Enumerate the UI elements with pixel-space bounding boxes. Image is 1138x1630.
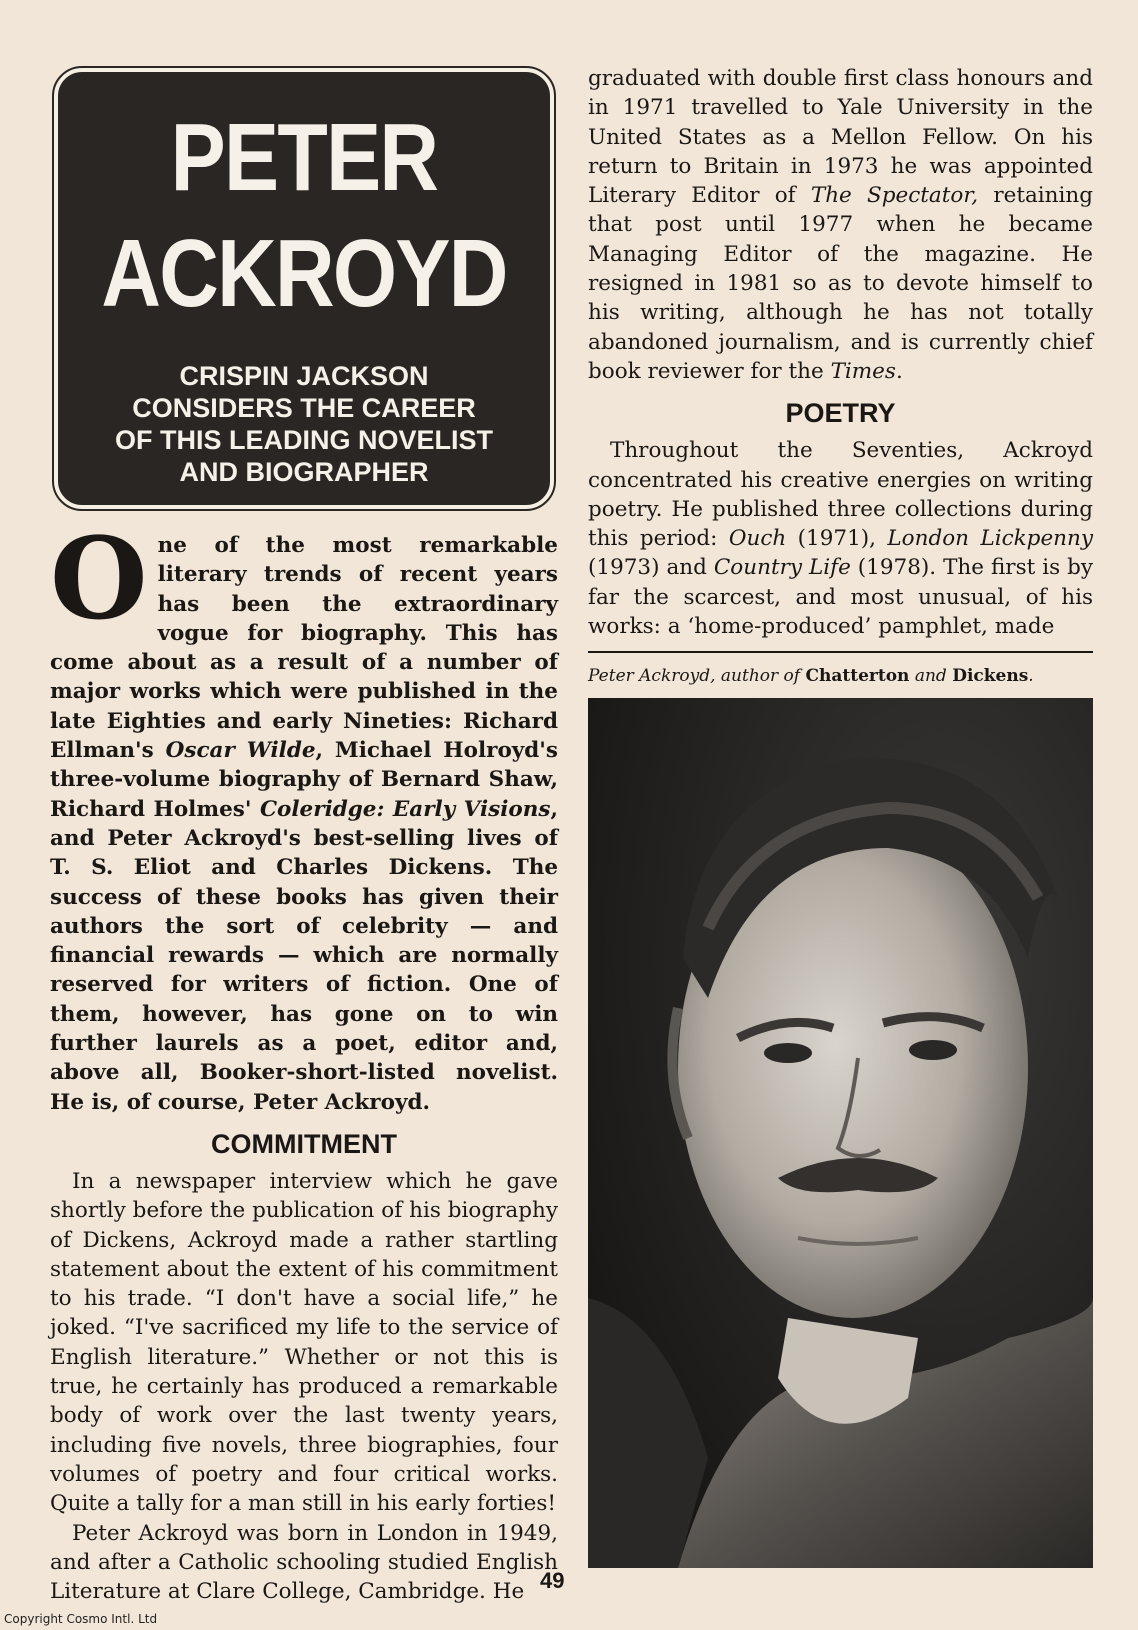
newspaper-title: Times: [830, 358, 896, 384]
caption-part: and: [909, 666, 953, 687]
right-column: [588, 64, 1093, 1568]
left-column: [50, 68, 558, 1606]
commitment-paragraph: In a newspaper interview which he gave shortly before the publication of his biography of Dickens, Ackroyd made a rather startling statement about the extent of his commitment to his trade. “I don't have a social life,” he joked. “I've sacrificed my life to the service of English literature.” Whether or not this is true, he certainly has produced a remarkable body of work over the last twenty years, including five novels, three biographies, four volumes of poetry and four critical works. Quite a tally for a man still in his early forties!: [50, 1168, 558, 1517]
text-part: graduated with double first class honours and in 1971 travelled to Yale University in the United States as a Mellon Fellow. On his return to Britain in 1973 he was appointed Literary Editor of: [588, 66, 1093, 209]
text-part: .: [895, 358, 903, 384]
magazine-title: The Spectator,: [810, 183, 979, 209]
subtitle-line: CONSIDERS THE CAREER: [132, 393, 476, 423]
text-part: (1971),: [786, 526, 888, 552]
caption-rule: [588, 651, 1093, 653]
career-paragraph: [588, 64, 1093, 386]
article-subtitle: [58, 360, 550, 488]
book-title: Ouch: [728, 526, 787, 552]
text-part: retaining that post until 1977 when he became Managing Editor of the magazine. He resigned in 1981 so as to devote himself to his writing, although he has not totally abandoned journalism, and is currently chief book reviewer for the: [588, 183, 1093, 384]
photo-caption: [588, 665, 1093, 687]
book-title: Country Life: [713, 555, 851, 581]
section-heading-poetry: POETRY: [785, 398, 896, 429]
intro-text-part: ne of the most remarkable literary trends of recent years has been the extraordinary vogue for biography. This has come about as a result of a number of major works which were published in the late Eighties and early Nineties: Richard Ellman's: [50, 533, 558, 764]
caption-book: Dickens: [952, 666, 1029, 687]
subtitle-line: CRISPIN JACKSON: [179, 361, 429, 391]
page-number: 49: [540, 1568, 565, 1593]
caption-part: .: [1028, 666, 1034, 687]
intro-paragraph: [50, 514, 558, 1117]
text-part: (1978). The first is by far the scarcest, and most unusual, of his works: a ‘home-produced’ pamphlet, made: [588, 555, 1093, 640]
subtitle-line: OF THIS LEADING NOVELIST: [114, 425, 493, 455]
caption-part: Peter Ackroyd, author of: [588, 666, 806, 687]
intro-text-part: , and Peter Ackroyd's best-selling lives of T. S. Eliot and Charles Dickens. The success of these books has given their authors the sort of celebrity — and financial rewards — which are normally reserved for writers of fiction. One of them, however, has gone on to win further laurels as a poet, editor and, above all, Booker-short-listed novelist. He is, of course, Peter Ackroyd.: [50, 796, 558, 1115]
poetry-paragraph: [588, 436, 1093, 641]
article-title-line1: PETER: [170, 104, 438, 211]
text-part: (1973) and: [588, 555, 714, 581]
portrait-illustration: [588, 698, 1093, 1568]
copyright-watermark: Copyright Cosmo Intl. Ltd: [4, 1612, 158, 1626]
intro-text-part: , Michael Holroyd's three-volume biography of Bernard Shaw, Richard Holmes': [50, 738, 558, 822]
book-title: London Lickpenny: [887, 526, 1094, 552]
title-box: [54, 68, 554, 509]
subtitle-line: AND BIOGRAPHER: [179, 457, 429, 487]
article-title-line2: ACKROYD: [101, 220, 507, 327]
book-title: Coleridge: Early Visions: [259, 796, 551, 822]
text-part: Throughout the Seventies, Ackroyd concentrated his creative energies on writing poetry. He published three collections during this period:: [588, 438, 1093, 552]
caption-book: Chatterton: [805, 666, 910, 687]
drop-cap: O: [50, 514, 148, 645]
book-title: Oscar Wilde: [165, 738, 316, 764]
section-heading-commitment: COMMITMENT: [211, 1128, 397, 1159]
author-portrait-photo: [588, 698, 1093, 1568]
biography-paragraph: Peter Ackroyd was born in London in 1949, and after a Catholic schooling studied English Literature at Clare College, Cambridge. He: [50, 1520, 558, 1605]
